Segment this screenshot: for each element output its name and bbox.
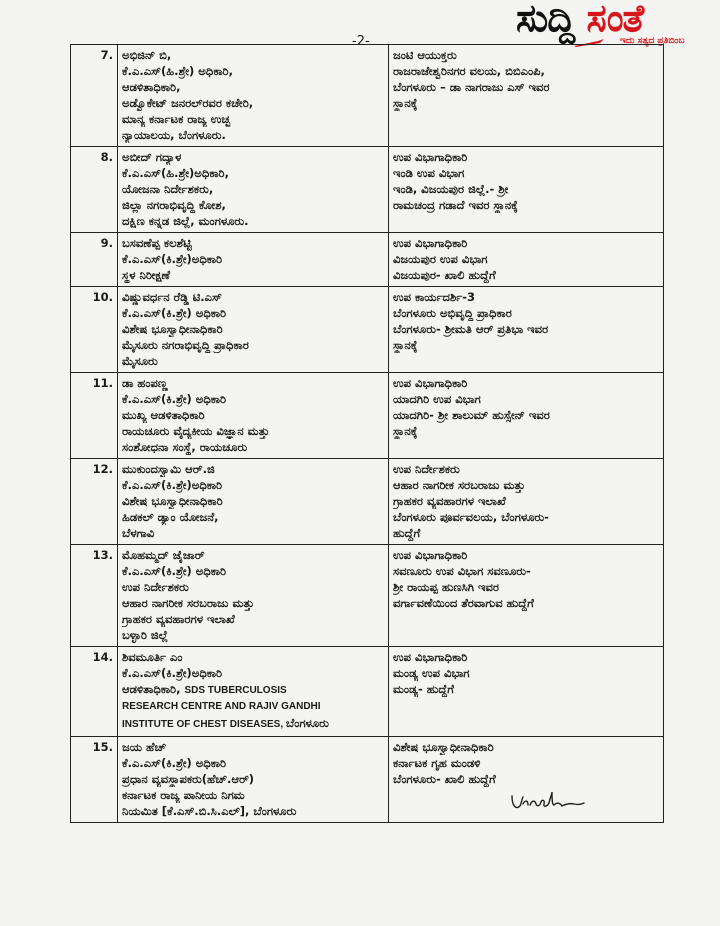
posting-detail-line: ಬೆಂಗಳೂರು – ಡಾ ನಾಗರಾಜು ಎಸ್ ಇವರ	[393, 80, 550, 94]
posting-detail-line: ಉಪ ನಿರ್ದೇಶಕರು	[393, 462, 460, 476]
posting-detail-line: ಯಾದಗಿರಿ ಉಪ ವಿಭಾಗ	[393, 392, 481, 406]
officer-detail-line: ಆಹಾರ ನಾಗರೀಕ ಸರಬರಾಜು ಮತ್ತು	[122, 596, 255, 610]
officer-detail-line: ಬಳ್ಳಾರಿ ಜಿಲ್ಲೆ	[122, 628, 168, 642]
officer-detail-line: ಕೆ.ಎ.ಎಸ್(ಕಿ.ಶ್ರೇ) ಅಧಿಕಾರಿ	[122, 564, 227, 578]
table-row	[71, 459, 664, 545]
officer-details-cell	[118, 545, 389, 647]
posting-detail-line: ಬೆಂಗಳೂರು- ಖಾಲಿ ಹುದ್ದೆಗೆ	[393, 772, 496, 786]
table-row	[71, 647, 664, 737]
posting-detail-line: ಸ್ಥಾನಕ್ಕೆ	[393, 96, 418, 110]
officer-detail-line: RESEARCH CENTRE AND RAJIV GANDHI	[122, 701, 321, 712]
officer-detail-line: ಮೈಸೂರು	[122, 354, 158, 368]
detail-text-kannada: ಬೆಂಗಳೂರು	[285, 716, 329, 730]
officer-detail-line: ಉಪ ನಿರ್ದೇಶಕರು	[122, 580, 189, 594]
new-posting-cell	[389, 373, 664, 459]
officer-detail-line: ಸ್ಥಳ ನಿರೀಕ್ಷಣೆ	[122, 268, 170, 282]
posting-detail-line: ಶ್ರೀ ರಾಯಪ್ಪ ಹುಣಸಿಗಿ ಇವರ	[393, 580, 499, 594]
officer-detail-line: ಮೈಸೂರು ನಗರಾಭಿವೃದ್ಧಿ ಪ್ರಾಧಿಕಾರ	[122, 338, 249, 352]
officer-detail-line: ವಿಶೇಷ ಭೂಸ್ವಾಧೀನಾಧಿಕಾರಿ	[122, 494, 223, 508]
officer-detail-line: ನಿಯಮಿತ [ಕೆ.ಎಸ್.ಬಿ.ಸಿ.ಎಲ್], ಬೆಂಗಳೂರು	[122, 804, 297, 818]
officer-detail-line: ಕೆ.ಎ.ಎಸ್(ಹಿ.ಶ್ರೇ)ಅಧಿಕಾರಿ,	[122, 166, 229, 180]
officer-details-cell	[118, 287, 389, 373]
officer-detail-line: ವಿಷ್ಣುವರ್ಧನ ರೆಡ್ಡಿ ಟಿ.ಎಸ್	[122, 290, 222, 304]
officer-detail-line: ಬಸವಣೆಪ್ಪ ಕಲಶೆಟ್ಟಿ	[122, 236, 192, 250]
officer-detail-line: ಡಾ ಹಂಪಣ್ಣ	[122, 376, 168, 390]
posting-detail-line: ಬೆಂಗಳೂರು ಪೂರ್ವವಲಯ, ಬೆಂಗಳೂರು-	[393, 510, 549, 524]
table-body	[71, 45, 664, 823]
posting-detail-line: ಸ್ಥಾನಕ್ಕೆ	[393, 424, 418, 438]
row-number: 8.	[71, 147, 118, 233]
officer-detail-line: ಮೊಹಮ್ಮದ್ ಜೈಜಾರ್	[122, 548, 205, 562]
row-number: 9.	[71, 233, 118, 287]
posting-detail-line: ಉಪ ವಿಭಾಗಾಧಿಕಾರಿ	[393, 376, 468, 390]
officer-detail-line: ಬೆಳಗಾವಿ	[122, 526, 155, 540]
new-posting-cell	[389, 647, 664, 737]
row-number: 12.	[71, 459, 118, 545]
new-posting-cell	[389, 147, 664, 233]
officer-details-cell	[118, 459, 389, 545]
officer-detail-line	[122, 681, 384, 699]
posting-detail-line: ವಿಜಯಪುರ ಉಪ ವಿಭಾಗ	[393, 252, 488, 266]
logo-tagline: ಇದು ಸತ್ಯದ ಪ್ರತಿಬಿಂಬ	[620, 36, 685, 46]
posting-detail-line: ವಿಜಯಪುರ- ಖಾಲಿ ಹುದ್ದೆಗೆ	[393, 268, 496, 282]
officer-details-cell	[118, 373, 389, 459]
officer-detail-line: ಜಯ ಹೆಚ್	[122, 740, 167, 754]
officer-detail-line: ಮುಕುಂದಸ್ವಾಮಿ ಆರ್.ಜಿ	[122, 462, 215, 476]
posting-detail-line: ಸವಣೂರು ಉಪ ವಿಭಾಗ ಸವಣೂರು-	[393, 564, 531, 578]
officer-detail-line: ಆಡಳಿತಾಧಿಕಾರಿ,	[122, 80, 181, 94]
table-row	[71, 45, 664, 147]
detail-text-kannada: ಆಡಳಿತಾಧಿಕಾರಿ,	[122, 682, 185, 696]
posting-detail-line: ಉಪ ವಿಭಾಗಾಧಿಕಾರಿ	[393, 150, 468, 164]
posting-detail-line: ಹುದ್ದೆಗೆ	[393, 526, 421, 540]
officer-details-cell	[118, 233, 389, 287]
officer-details-cell	[118, 647, 389, 737]
row-number: 14.	[71, 647, 118, 737]
posting-detail-line: ಸ್ಥಾನಕ್ಕೆ	[393, 338, 418, 352]
officer-detail-line: ಗ್ರಾಹಕರ ವ್ಯವಹಾರಗಳ ಇಲಾಖೆ	[122, 612, 235, 626]
new-posting-cell	[389, 287, 664, 373]
officer-detail-line	[122, 715, 384, 733]
page-number: -2-	[352, 34, 370, 49]
new-posting-cell	[389, 459, 664, 545]
table-row	[71, 545, 664, 647]
row-number: 15.	[71, 737, 118, 823]
row-number: 13.	[71, 545, 118, 647]
officer-detail-line: ಮುಖ್ಯ ಆಡಳಿತಾಧಿಕಾರಿ	[122, 408, 205, 422]
row-number: 7.	[71, 45, 118, 147]
detail-text-english: SDS TUBERCULOSIS	[184, 685, 287, 696]
officer-detail-line: ಮಾನ್ಯ ಕರ್ನಾಟಕ ರಾಜ್ಯ ಉಚ್ಛ	[122, 112, 231, 126]
posting-detail-line: ಯಾದಗಿರಿ- ಶ್ರೀ ಶಾಲುಮ್ ಹುಸ್ಸೇನ್ ಇವರ	[393, 408, 550, 422]
posting-detail-line: ರಾಮಚಂದ್ರ ಗಡಾದೆ ಇವರ ಸ್ಥಾನಕ್ಕೆ	[393, 198, 518, 212]
officer-details-cell	[118, 737, 389, 823]
posting-detail-line: ಉಪ ವಿಭಾಗಾಧಿಕಾರಿ	[393, 548, 468, 562]
posting-detail-line: ಕರ್ನಾಟಕ ಗೃಹ ಮಂಡಳಿ	[393, 756, 481, 770]
posting-detail-line: ಇಂಡಿ, ವಿಜಯಪುರ ಜಿಲ್ಲೆ.- ಶ್ರೀ	[393, 182, 509, 196]
officer-detail-line: ಕೆ.ಎ.ಎಸ್(ಹಿ.ಶ್ರೇ) ಅಧಿಕಾರಿ,	[122, 64, 233, 78]
new-posting-cell	[389, 233, 664, 287]
officer-detail-line: ಕೆ.ಎ.ಎಸ್(ಕಿ.ಶ್ರೇ)ಅಧಿಕಾರಿ	[122, 666, 223, 680]
table-row	[71, 287, 664, 373]
table-row	[71, 233, 664, 287]
officer-detail-line: ರಾಯಚೂರು ವೈದ್ಯಕೀಯ ವಿಜ್ಞಾನ ಮತ್ತು	[122, 424, 270, 438]
officer-detail-line: ಹಿಡಕಲ್ ಡ್ಯಾಂ ಯೋಜನೆ,	[122, 510, 219, 524]
officer-detail-line: ಕೆ.ಎ.ಎಸ್(ಕಿ.ಶ್ರೇ) ಅಧಿಕಾರಿ	[122, 306, 227, 320]
officer-detail-line: ದಕ್ಷಿಣ ಕನ್ನಡ ಜಿಲ್ಲೆ, ಮಂಗಳೂರು.	[122, 214, 249, 228]
posting-detail-line: ವರ್ಗಾವಣೆಯಿಂದ ತೆರವಾಗುವ ಹುದ್ದೆಗೆ	[393, 596, 534, 610]
officer-detail-line: ಸಂಶೋಧನಾ ಸಂಸ್ಥೆ, ರಾಯಚೂರು	[122, 440, 248, 454]
posting-detail-line: ಬೆಂಗಳೂರು- ಶ್ರೀಮತಿ ಆರ್ ಪ್ರತಿಭಾ ಇವರ	[393, 322, 549, 336]
officer-detail-line: ಪ್ರಧಾನ ವ್ಯವಸ್ಥಾಪಕರು(ಹೆಚ್.ಆರ್)	[122, 772, 255, 786]
posting-detail-line: ಬೆಂಗಳೂರು ಅಭಿವೃದ್ಧಿ ಪ್ರಾಧಿಕಾರ	[393, 306, 512, 320]
table-row	[71, 373, 664, 459]
posting-detail-line: ಆಹಾರ ನಾಗರೀಕ ಸರಬರಾಜು ಮತ್ತು	[393, 478, 526, 492]
posting-detail-line: ಜಂಟಿ ಆಯುಕ್ತರು	[393, 48, 457, 62]
new-posting-cell	[389, 45, 664, 147]
officer-detail-line: ಅಬೀದ್ ಗದ್ಯಾಳ	[122, 150, 182, 164]
posting-detail-line: ಗ್ರಾಹಕರ ವ್ಯವಹಾರಗಳ ಇಲಾಖೆ	[393, 494, 506, 508]
officer-details-cell	[118, 45, 389, 147]
row-number: 10.	[71, 287, 118, 373]
table-row	[71, 147, 664, 233]
officer-detail-line: ಯೋಜನಾ ನಿರ್ದೇಶಕರು,	[122, 182, 214, 196]
posting-detail-line: ರಾಜರಾಜೇಶ್ವರಿನಗರ ವಲಯ, ಬಿಬಿಎಂಪಿ,	[393, 64, 545, 78]
officer-details-cell	[118, 147, 389, 233]
officer-detail-line: ಶಿವಮೂರ್ತಿ ಎಂ	[122, 650, 183, 664]
officer-detail-line: ಅಭಿಜಿನ್ ಬಿ,	[122, 48, 172, 62]
logo-wordmark	[516, 0, 643, 41]
posting-detail-line: ಮಂಡ್ಯ- ಹುದ್ದೆಗೆ	[393, 682, 454, 696]
officer-detail-line: ಕೆ.ಎ.ಎಸ್(ಕಿ.ಶ್ರೇ)ಅಧಿಕಾರಿ	[122, 478, 223, 492]
officer-detail-line: ಕರ್ನಾಟಕ ರಾಜ್ಯ ಪಾನೀಯ ನಿಗಮ	[122, 788, 245, 802]
logo-word-1: ಸುದ್ದಿ	[516, 0, 575, 40]
officer-detail-line: ಅಡ್ವೊಕೇಟ್ ಜನರಲ್‌ರವರ ಕಚೇರಿ,	[122, 96, 254, 110]
posting-detail-line: ಮಂಡ್ಯ ಉಪ ವಿಭಾಗ	[393, 666, 470, 680]
officer-detail-line: ಜಿಲ್ಲಾ ನಗರಾಭಿವೃದ್ಧಿ ಕೋಶ,	[122, 198, 226, 212]
posting-detail-line: ಉಪ ವಿಭಾಗಾಧಿಕಾರಿ	[393, 236, 468, 250]
posting-detail-line: ಇಂಡಿ ಉಪ ವಿಭಾಗ	[393, 166, 465, 180]
officer-detail-line: ಕೆ.ಎ.ಎಸ್(ಕಿ.ಶ್ರೇ) ಅಧಿಕಾರಿ	[122, 756, 227, 770]
new-posting-cell	[389, 545, 664, 647]
officer-detail-line: ವಿಶೇಷ ಭೂಸ್ವಾಧೀನಾಧಿಕಾರಿ	[122, 322, 223, 336]
posting-detail-line: ಉಪ ಕಾರ್ಯದರ್ಶಿ-3	[393, 290, 475, 304]
posting-detail-line: ವಿಶೇಷ ಭೂಸ್ವಾಧೀನಾಧಿಕಾರಿ	[393, 740, 494, 754]
posting-detail-line: ಉಪ ವಿಭಾಗಾಧಿಕಾರಿ	[393, 650, 468, 664]
logo-word-2: ಸಂತೆ	[586, 0, 644, 40]
transfer-orders-table	[70, 44, 664, 823]
officer-detail-line: ನ್ಯಾಯಾಲಯ, ಬೆಂಗಳೂರು.	[122, 128, 226, 142]
signature	[508, 788, 588, 818]
officer-detail-line: ಕೆ.ಎ.ಎಸ್(ಕಿ.ಶ್ರೇ) ಅಧಿಕಾರಿ	[122, 392, 227, 406]
row-number: 11.	[71, 373, 118, 459]
sudhi-sante-logo	[512, 2, 718, 50]
detail-text-english: INSTITUTE OF CHEST DISEASES,	[122, 719, 286, 730]
officer-detail-line: ಕೆ.ಎ.ಎಸ್(ಕಿ.ಶ್ರೇ)ಅಧಿಕಾರಿ	[122, 252, 223, 266]
